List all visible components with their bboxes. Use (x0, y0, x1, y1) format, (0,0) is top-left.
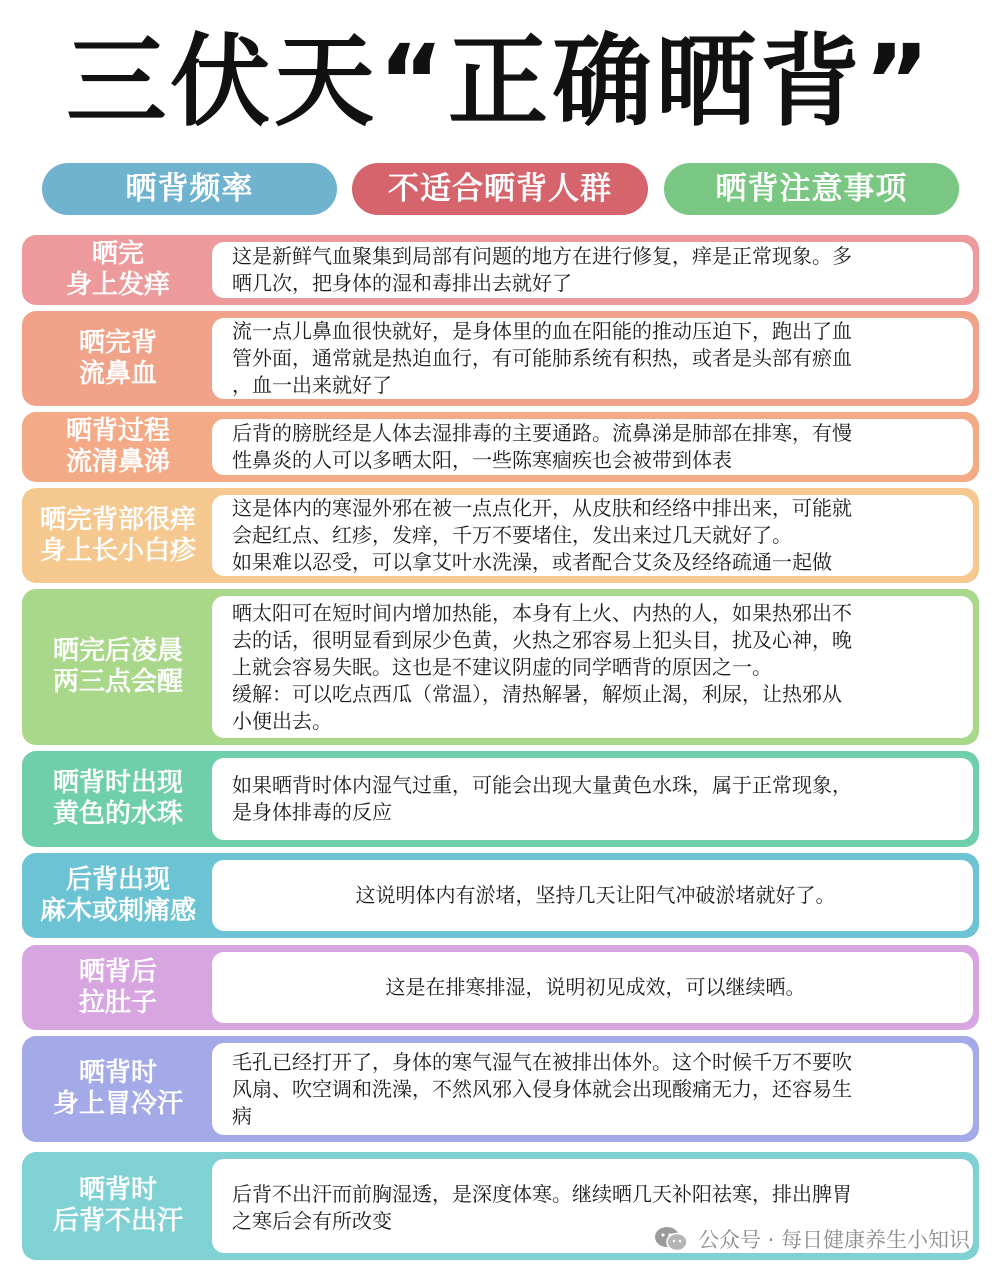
row-text: 如果晒背时体内湿气过重，可能会出现大量黄色水珠，属于正常现象， 是身体排毒的反应 (212, 758, 973, 840)
list-item (22, 311, 979, 406)
row-label: 晒完后凌晨 两三点会醒 (52, 636, 183, 697)
list-item (22, 235, 979, 305)
row-label: 晒完 身上发痒 (65, 239, 170, 300)
list-item (22, 488, 979, 583)
list-item (22, 853, 979, 938)
page-title: 三伏天“正确晒背” (66, 23, 934, 140)
list-item (22, 751, 979, 847)
row-label: 后背出现 麻木或刺痛感 (39, 864, 196, 926)
watermark-text: 公众号 · 每日健康养生小知识 (697, 1228, 970, 1252)
row-text: 这是新鲜气血聚集到局部有问题的地方在进行修复，痒是正常现象。多 晒几次，把身体的湿和毒排出去就好了 (212, 242, 973, 298)
row-label: 晒背时出现 黄色的水珠 (52, 768, 183, 829)
watermark (654, 1222, 970, 1256)
row-text: 晒太阳可在短时间内增加热能，本身有上火、内热的人，如果热邪出不 去的话，很明显看到尿少色黄，火热之邪容易上犯头目，扰及心神，晚 上就会容易失眠。这也是不建议阴虚的同学晒背的原因之一。 缓解：可以吃点西瓜（常温），清热解暑，解烦止渴，利尿，让热邪从 小便出去。 (212, 596, 973, 738)
row-label: 晒背时 身上冒冷汗 (52, 1058, 183, 1119)
row-text: 后背不出汗而前胸湿透，是深度体寒。继续晒几天补阳祛寒，排出脾胃 之寒后会有所改变 (212, 1159, 973, 1253)
row-label: 晒完背部很痒 身上长小白疹 (39, 504, 196, 566)
row-label: 晒背后 拉肚子 (78, 956, 157, 1018)
row-text: 流一点儿鼻血很快就好，是身体里的血在阳能的推动压迫下，跑出了血 管外面，通常就是热迫血行，有可能肺系统有积热，或者是头部有瘀血 ，血一出来就好了 (212, 318, 973, 399)
list-item (22, 945, 979, 1030)
tab-unsuitable-groups[interactable]: 不适合晒背人群 (352, 163, 648, 215)
list-item (22, 1036, 979, 1142)
row-label: 晒背过程 流清鼻涕 (65, 416, 170, 477)
row-text: 后背的膀胱经是人体去湿排毒的主要通路。流鼻涕是肺部在排寒，有慢 性鼻炎的人可以多晒太阳，一些陈寒痼疾也会被带到体表 (212, 419, 973, 475)
row-text: 毛孔已经打开了，身体的寒气湿气在被排出体外。这个时候千万不要吹 风扇、吹空调和洗澡，不然风邪入侵身体就会出现酸痛无力，还容易生 病 (212, 1043, 973, 1135)
tab-frequency[interactable]: 晒背频率 (42, 163, 337, 215)
row-label: 晒完背 流鼻血 (78, 327, 157, 389)
tab-precautions[interactable]: 晒背注意事项 (664, 163, 959, 215)
list-item (22, 589, 979, 745)
row-text: 这说明体内有淤堵，坚持几天让阳气冲破淤堵就好了。 (212, 860, 973, 931)
row-text: 这是在排寒排湿，说明初见成效，可以继续晒。 (212, 952, 973, 1023)
row-label: 晒背时 后背不出汗 (52, 1175, 183, 1236)
list-item (22, 412, 979, 482)
wechat-icon (654, 1225, 688, 1253)
row-text: 这是体内的寒湿外邪在被一点点化开，从皮肤和经络中排出来，可能就 会起红点、红疹，发痒，千万不要堵住，发出来过几天就好了。 如果难以忍受，可以拿艾叶水洗澡，或者配合艾灸及经络疏通一起做 (212, 495, 973, 576)
